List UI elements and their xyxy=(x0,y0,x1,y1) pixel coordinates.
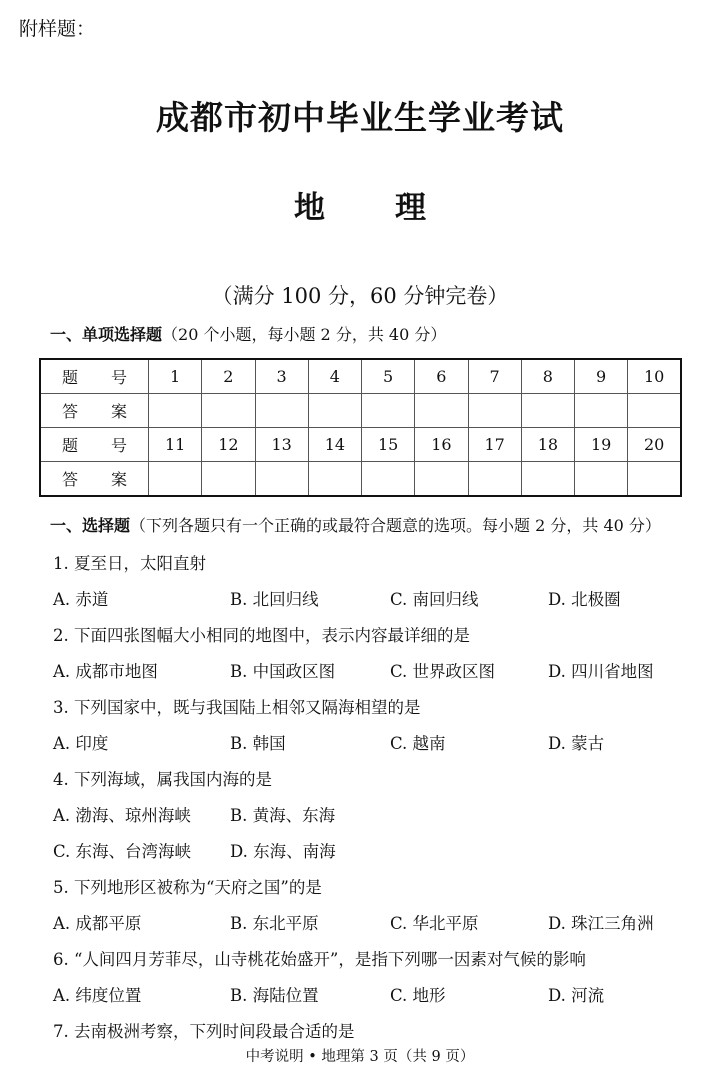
option-d: D. 四川省地图 xyxy=(548,662,654,681)
section2-heading: 一、选择题 xyxy=(50,516,131,535)
section1-heading: 一、单项选择题 xyxy=(50,325,163,344)
section1-header xyxy=(50,322,446,345)
question-number: 19 xyxy=(575,428,628,462)
question-stem: 7. 去南极洲考察，下列时间段最合适的是 xyxy=(53,1022,355,1041)
answer-table xyxy=(39,358,682,497)
question-number: 11 xyxy=(149,428,202,462)
option-a: A. 赤道 xyxy=(53,590,109,609)
question-stem: 6. “人间四月芳菲尽，山寺桃花始盛开”，是指下列哪一因素对气候的影响 xyxy=(53,950,586,969)
row-label-number: 题 号 xyxy=(40,428,149,462)
question-number: 7 xyxy=(468,359,521,394)
row-label-answer: 答 案 xyxy=(40,394,149,428)
answer-cell[interactable] xyxy=(468,462,521,497)
question-number: 10 xyxy=(628,359,681,394)
answer-cell[interactable] xyxy=(628,394,681,428)
question-number: 6 xyxy=(415,359,468,394)
row-label-answer: 答 案 xyxy=(40,462,149,497)
question-number: 8 xyxy=(521,359,574,394)
answer-cell[interactable] xyxy=(308,394,361,428)
option-d: D. 河流 xyxy=(548,986,605,1005)
row-label-number: 题 号 xyxy=(40,359,149,394)
question-number: 20 xyxy=(628,428,681,462)
question-number: 16 xyxy=(415,428,468,462)
question-number: 18 xyxy=(521,428,574,462)
answer-cell[interactable] xyxy=(628,462,681,497)
answer-cell[interactable] xyxy=(575,394,628,428)
section2-desc: （下列各题只有一个正确的或最符合题意的选项。每小题 2 分，共 40 分） xyxy=(130,516,661,535)
answer-cell[interactable] xyxy=(255,394,308,428)
answer-cell[interactable] xyxy=(362,462,415,497)
answer-cell[interactable] xyxy=(362,394,415,428)
answer-cell[interactable] xyxy=(308,462,361,497)
answer-cell[interactable] xyxy=(202,462,255,497)
answer-cell[interactable] xyxy=(415,394,468,428)
option-b: B. 东北平原 xyxy=(230,914,319,933)
option-b: B. 韩国 xyxy=(230,734,286,753)
number-row-2 xyxy=(40,428,681,462)
question-number: 3 xyxy=(255,359,308,394)
answer-cell[interactable] xyxy=(415,462,468,497)
option-a: A. 纬度位置 xyxy=(53,986,142,1005)
question-stem: 4. 下列海域，属我国内海的是 xyxy=(53,770,272,789)
option-c: C. 南回归线 xyxy=(390,590,479,609)
question-stem: 3. 下列国家中，既与我国陆上相邻又隔海相望的是 xyxy=(53,698,421,717)
question-number: 14 xyxy=(308,428,361,462)
option-a: A. 印度 xyxy=(53,734,109,753)
section1-desc: （20 个小题，每小题 2 分，共 40 分） xyxy=(162,325,447,344)
option-a: A. 成都市地图 xyxy=(53,662,158,681)
option-d: D. 珠江三角洲 xyxy=(548,914,654,933)
question-number: 5 xyxy=(362,359,415,394)
question-number: 15 xyxy=(362,428,415,462)
question-number: 13 xyxy=(255,428,308,462)
subject-char-1: 地 xyxy=(294,190,325,226)
option-b: B. 北回归线 xyxy=(230,590,319,609)
subject-title xyxy=(0,182,720,227)
answer-cell[interactable] xyxy=(149,394,202,428)
question-number: 2 xyxy=(202,359,255,394)
question-number: 9 xyxy=(575,359,628,394)
number-row-1 xyxy=(40,359,681,394)
question-stem: 2. 下面四张图幅大小相同的地图中，表示内容最详细的是 xyxy=(53,626,470,645)
option-d: D. 北极圈 xyxy=(548,590,621,609)
answer-cell[interactable] xyxy=(468,394,521,428)
section2-header xyxy=(50,513,661,536)
question-number: 4 xyxy=(308,359,361,394)
answer-row-1 xyxy=(40,394,681,428)
option-d: D. 东海、南海 xyxy=(230,842,336,861)
question-stem: 1. 夏至日，太阳直射 xyxy=(53,554,206,573)
answer-cell[interactable] xyxy=(521,394,574,428)
answer-cell[interactable] xyxy=(575,462,628,497)
option-a: A. 渤海、琼州海峡 xyxy=(53,806,191,825)
option-c: C. 地形 xyxy=(390,986,446,1005)
answer-cell[interactable] xyxy=(521,462,574,497)
option-a: A. 成都平原 xyxy=(53,914,142,933)
page-footer: 中考说明 • 地理第 3 页（共 9 页） xyxy=(245,1049,475,1065)
answer-row-2 xyxy=(40,462,681,497)
question-number: 17 xyxy=(468,428,521,462)
answer-cell[interactable] xyxy=(255,462,308,497)
option-c: C. 世界政区图 xyxy=(390,662,496,681)
answer-cell[interactable] xyxy=(202,394,255,428)
option-b: B. 黄海、东海 xyxy=(230,806,336,825)
exam-meta: （满分 100 分，60 分钟完卷） xyxy=(211,284,509,308)
option-d: D. 蒙古 xyxy=(548,734,605,753)
option-c: C. 东海、台湾海峡 xyxy=(53,842,192,861)
question-number: 12 xyxy=(202,428,255,462)
question-number: 1 xyxy=(149,359,202,394)
sample-note: 附样题： xyxy=(19,18,96,40)
question-stem: 5. 下列地形区被称为“天府之国”的是 xyxy=(53,878,322,897)
option-c: C. 越南 xyxy=(390,734,446,753)
exam-title: 成都市初中毕业生学业考试 xyxy=(156,98,564,137)
subject-char-2: 理 xyxy=(395,190,426,226)
option-b: B. 中国政区图 xyxy=(230,662,336,681)
answer-cell[interactable] xyxy=(149,462,202,497)
option-b: B. 海陆位置 xyxy=(230,986,319,1005)
option-c: C. 华北平原 xyxy=(390,914,479,933)
